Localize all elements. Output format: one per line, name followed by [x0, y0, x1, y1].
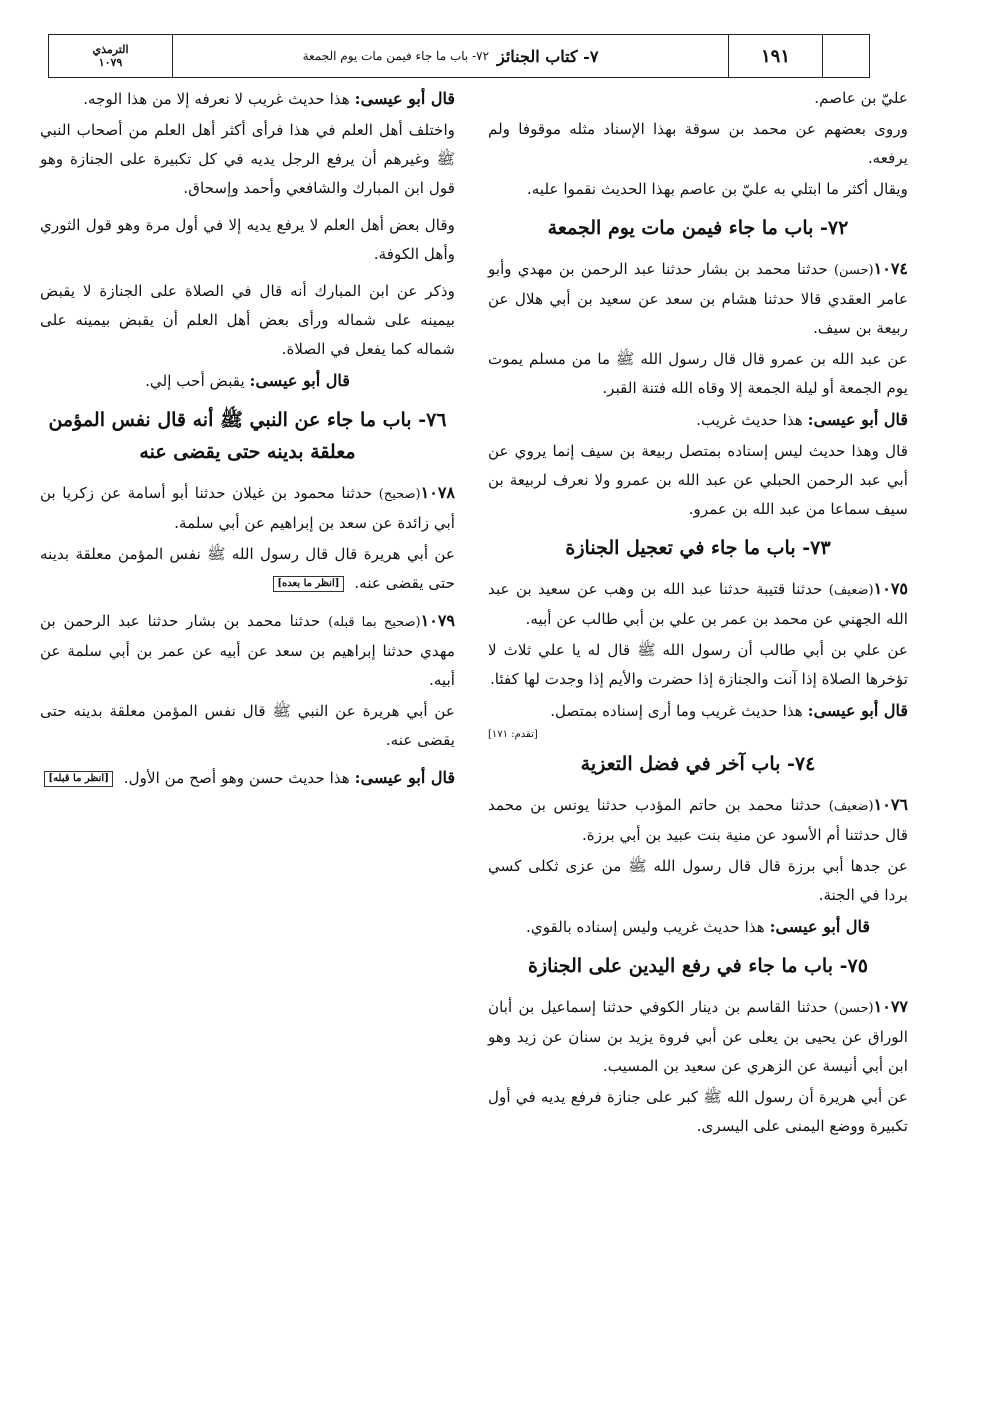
abu-isa-label: قال أبو عيسى: — [807, 701, 908, 720]
verdict-text: هذا حديث غريب لا نعرفه إلا من هذا الوجه. — [83, 90, 350, 108]
hadith-grade: (حسن) — [833, 1001, 874, 1016]
paragraph: عليّ بن عاصم. — [814, 89, 908, 107]
hadith-number: ١٠٧٥ — [873, 579, 908, 598]
hadith-1079-isnad — [40, 606, 455, 695]
isnad-text: حدثنا محمد بن بشار حدثنا عبد الرحمن بن مهدي وأبو عامر العقدي قالا حدثنا هشام بن سعد عن سعيد بن أبي هلال عن ربيعة بن سيف. — [488, 260, 908, 337]
abu-isa-label: قال أبو عيسى: — [249, 371, 350, 390]
verdict-text: هذا حديث غريب وما أرى إسناده بمتصل. — [550, 702, 803, 720]
cross-reference-note: [انظر ما قبله] — [44, 771, 113, 787]
verdict-text: يقبض أحب إلي. — [145, 372, 245, 390]
chapter-heading-76: ٧٦- باب ما جاء عن النبي ﷺ أنه قال نفس المؤمن معلقة بدينه حتى يقضى عنه — [48, 409, 447, 463]
hadith-grade: (ضعيف) — [828, 799, 874, 814]
hadith-number: ١٠٧٧ — [873, 997, 908, 1016]
abu-isa-verdict — [488, 405, 908, 435]
abu-isa-verdict — [488, 696, 908, 726]
hadith-grade: (حسن) — [833, 263, 874, 278]
cross-reference: [تقدم: ١٧١] — [488, 729, 538, 740]
verdict-text: هذا حديث حسن وهو أصح من الأول. — [123, 769, 350, 787]
paragraph: وذكر عن ابن المبارك أنه قال في الصلاة على الجنازة لا يقبض بيمينه على شماله ورأى بعض أهل العلم أن يقبض بيمينه على شماله كما يفعل في الصلاة. — [40, 282, 455, 358]
abu-isa-label: قال أبو عيسى: — [354, 89, 455, 108]
verdict-text: هذا حديث غريب. — [696, 411, 803, 429]
hadith-number: ١٠٧٦ — [873, 795, 908, 814]
hadith-grade: (ضعيف) — [828, 583, 874, 598]
page-header — [48, 34, 870, 78]
collection-name: الترمذي — [92, 43, 129, 56]
hadith-grade: (صحيح) — [378, 487, 421, 502]
right-column — [488, 84, 908, 1143]
hadith-1074-isnad — [488, 254, 908, 343]
chapter-heading-72: ٧٢- باب ما جاء فيمن مات يوم الجمعة — [547, 217, 849, 239]
hadith-1074-matn: عن عبد الله بن عمرو قال قال رسول الله ﷺ ما من مسلم يموت يوم الجمعة أو ليلة الجمعة إلا وقاه الله فتنة القبر. — [488, 350, 908, 397]
isnad-text: حدثنا محمد بن بشار حدثنا عبد الرحمن بن مهدي حدثنا إبراهيم بن سعد عن أبيه عن عمر بن أبي سلمة عن أبيه. — [40, 612, 455, 689]
hadith-range-number: ١٠٧٩ — [98, 56, 123, 69]
hadith-1078-matn — [40, 540, 455, 598]
abu-isa-verdict — [40, 763, 455, 793]
isnad-text: حدثنا القاسم بن دينار الكوفي حدثنا إسماعيل بن أبان الوراق عن يحيى بن يعلى عن أبي فروة يزيد بن سنان عن زيد وهو ابن أبي أنيسة عن الزهري عن سعيد بن المسيب. — [488, 998, 908, 1075]
hadith-1076-matn: عن جدها أبي برزة قال قال رسول الله ﷺ من عزى ثكلى كسي بردا في الجنة. — [488, 857, 908, 904]
matn-text: عن أبي هريرة قال قال رسول الله ﷺ نفس المؤمن معلقة بدينه حتى يقضى عنه. — [40, 545, 455, 592]
book-title: ٧- كتاب الجنائز — [497, 46, 599, 66]
hadith-1077-isnad — [488, 992, 908, 1081]
hadith-number: ١٠٧٨ — [420, 483, 455, 502]
hadith-1079-matn: عن أبي هريرة عن النبي ﷺ قال نفس المؤمن معلقة بدينه حتى يقضى عنه. — [40, 702, 455, 749]
hadith-grade: (صحيح بما قبله) — [328, 615, 421, 630]
hadith-number: ١٠٧٤ — [873, 259, 909, 278]
hadith-number: ١٠٧٩ — [420, 611, 456, 630]
abu-isa-verdict — [40, 366, 455, 396]
hadith-1076-isnad — [488, 790, 908, 850]
abu-isa-verdict — [488, 912, 908, 942]
paragraph: وقال بعض أهل العلم لا يرفع يديه إلا في أول مرة وهو قول الثوري وأهل الكوفة. — [40, 216, 455, 263]
running-title — [173, 35, 729, 77]
paragraph: واختلف أهل العلم في هذا فرأى أكثر أهل العلم من أصحاب النبي ﷺ وغيرهم أن يرفع الرجل يديه في كل تكبيرة على الجنازة وهو قول ابن المبارك والشافعي وأحمد وإسحاق. — [40, 121, 455, 197]
chapter-title: ٧٢- باب ما جاء فيمن مات يوم الجمعة — [302, 49, 490, 63]
left-column — [40, 84, 455, 801]
hadith-1078-isnad — [40, 478, 455, 538]
hadith-1077-matn: عن أبي هريرة أن رسول الله ﷺ كبر على جنازة فرفع يديه في أول تكبيرة ووضع اليمنى على اليسرى. — [488, 1088, 908, 1135]
isnad-text: حدثنا محمد بن حاتم المؤدب حدثنا يونس بن محمد قال حدثتنا أم الأسود عن منية بنت عبيد بن أبي برزة. — [488, 796, 908, 844]
hadith-range-box — [49, 35, 173, 77]
abu-isa-verdict — [40, 84, 455, 114]
verdict-text: هذا حديث غريب وليس إسناده بالقوي. — [526, 918, 765, 936]
paragraph: ويقال أكثر ما ابتلي به عليّ بن عاصم بهذا الحديث نقموا عليه. — [526, 180, 908, 198]
header-blank-cell — [823, 35, 869, 77]
isnad-text: حدثنا محمود بن غيلان حدثنا أبو أسامة عن زكريا بن أبي زائدة عن سعد بن إبراهيم عن أبي سلمة. — [40, 484, 455, 532]
abu-isa-label: قال أبو عيسى: — [354, 768, 455, 787]
page-number: ١٩١ — [729, 35, 823, 77]
hadith-1075-matn: عن علي بن أبي طالب أن رسول الله ﷺ قال له يا علي ثلاث لا تؤخرها الصلاة إذا آنت والجنازة إذا حضرت والأيم إذا وجدت لها كفئا. — [488, 641, 908, 688]
abu-isa-label: قال أبو عيسى: — [807, 410, 908, 429]
paragraph: وروى بعضهم عن محمد بن سوقة بهذا الإسناد مثله موقوفا ولم يرفعه. — [488, 120, 908, 167]
abu-isa-label: قال أبو عيسى: — [769, 917, 870, 936]
chapter-heading-75: ٧٥- باب ما جاء في رفع اليدين على الجنازة — [528, 955, 868, 977]
hadith-1074-comment: قال وهذا حديث ليس إسناده بمتصل ربيعة بن سيف إنما يروي عن أبي عبد الرحمن الحبلي عن عبد الله بن عمرو ولا نعرف لربيعة بن سيف سماعا من عبد الله بن عمرو. — [488, 442, 908, 518]
chapter-heading-73: ٧٣- باب ما جاء في تعجيل الجنازة — [565, 537, 831, 559]
chapter-heading-74: ٧٤- باب آخر في فضل التعزية — [580, 753, 816, 775]
cross-reference-note: [انظر ما بعده] — [273, 576, 343, 592]
isnad-text: حدثنا قتيبة حدثنا عبد الله بن وهب عن سعيد بن عبد الله الجهني عن محمد بن عمر بن علي بن أبي طالب عن أبيه. — [488, 580, 908, 628]
hadith-1075-isnad — [488, 574, 908, 634]
